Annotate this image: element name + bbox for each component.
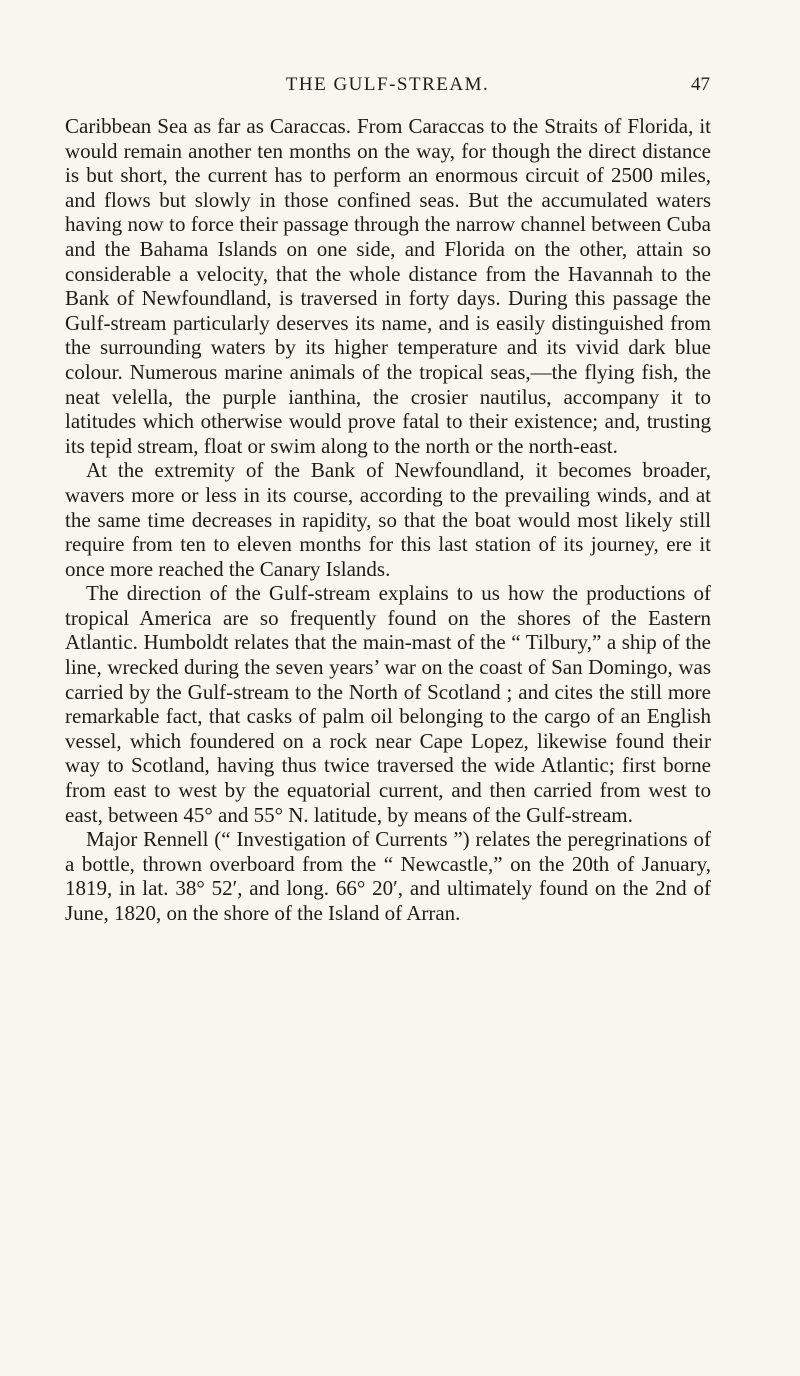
body-text xyxy=(65,114,711,926)
running-title: THE GULF-STREAM. xyxy=(285,74,490,95)
paragraph-2: At the extremity of the Bank of Newfoundland, it becomes broader, wavers more or less in its course, according to the prevailing winds, and at the same time decreases in rapidity, so that the boat would most likely still require from ten to eleven months for this last station of its journey, ere it once more reached the Canary Islands. xyxy=(65,458,711,581)
paragraph-4: Major Rennell (“ Investigation of Currents ”) relates the peregrinations of a bottle, thrown overboard from the “ Newcastle,” on the 20th of January, 1819, in lat. 38° 52′, and long. 66° 20′, and ultimately found on the 2nd of June, 1820, on the shore of the Island of Arran. xyxy=(65,827,711,925)
paragraph-3: The direction of the Gulf-stream explains to us how the productions of tropical America are so frequently found on the shores of the Eastern Atlantic. Humboldt relates that the main-mast of the “ Tilbury,” a ship of the line, wrecked during the seven years’ war on the coast of San Domingo, was carried by the Gulf-stream to the North of Scotland ; and cites the still more remarkable fact, that casks of palm oil belonging to the cargo of an English vessel, which foundered on a rock near Cape Lopez, likewise found their way to Scotland, having thus twice traversed the wide Atlantic; first borne from east to west by the equatorial current, and then carried from west to east, between 45° and 55° N. latitude, by means of the Gulf-stream. xyxy=(65,581,711,827)
page-number: 47 xyxy=(691,74,710,95)
paragraph-1: Caribbean Sea as far as Caraccas. From Caraccas to the Straits of Florida, it would remain another ten months on the way, for though the direct distance is but short, the current has to perform an enormous circuit of 2500 miles, and flows but slowly in those confined seas. But the accumulated waters having now to force their passage through the narrow channel between Cuba and the Bahama Islands on one side, and Florida on the other, attain so considerable a velocity, that the whole distance from the Havannah to the Bank of Newfoundland, is traversed in forty days. During this passage the Gulf-stream particularly deserves its name, and is easily distinguished from the surrounding waters by its higher temperature and its vivid dark blue colour. Numerous marine animals of the tropical seas,—the flying fish, the neat velella, the purple ianthina, the crosier nautilus, accompany it to latitudes which otherwise would prove fatal to their existence; and, trusting its tepid stream, float or swim along to the north or the north-east. xyxy=(65,114,711,458)
running-header xyxy=(65,60,710,95)
